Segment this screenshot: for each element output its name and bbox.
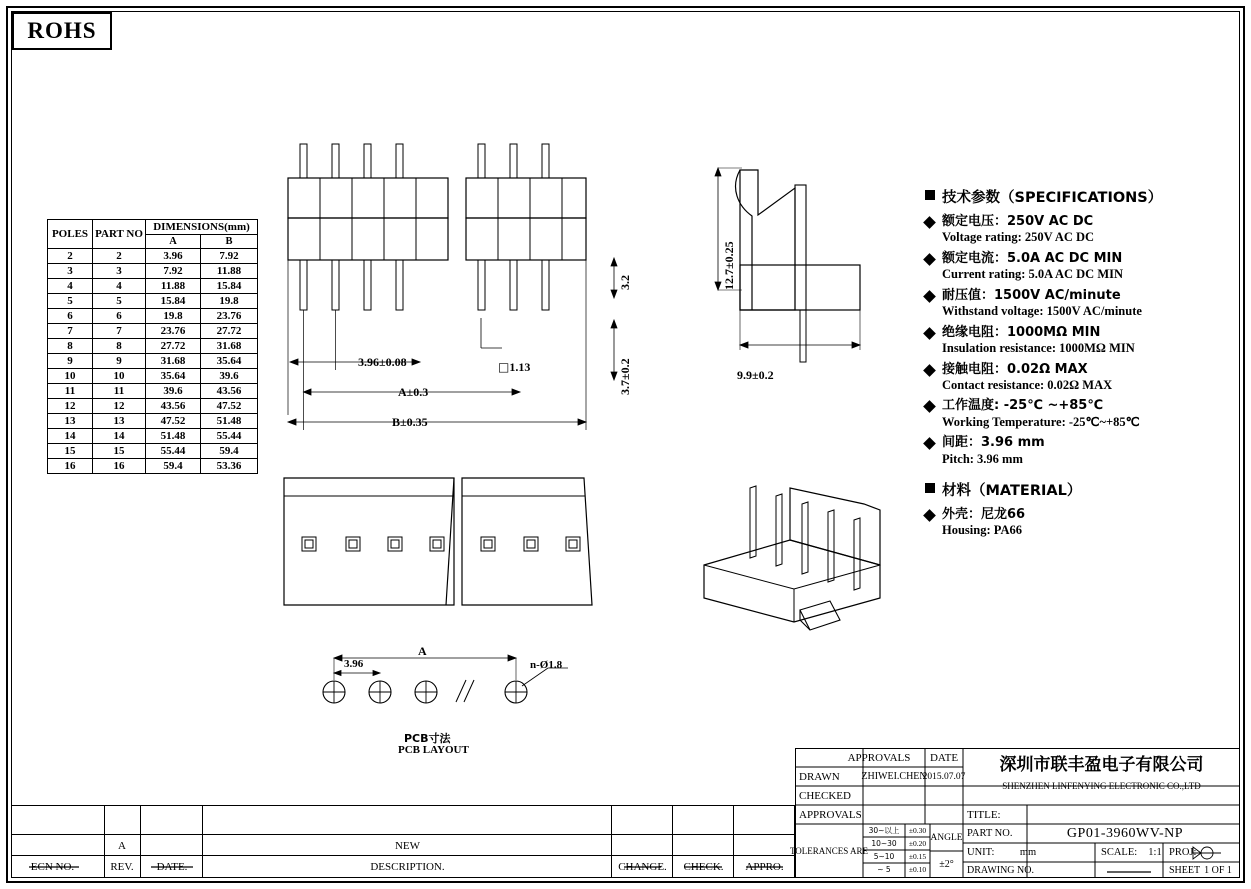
- cell-a: 15.84: [146, 294, 201, 309]
- specifications-block: [925, 186, 1225, 544]
- isometric-view-drawing: [690, 470, 905, 660]
- table-row: [48, 339, 258, 354]
- cell-b: 47.52: [201, 399, 258, 414]
- cell-poles: 4: [48, 279, 93, 294]
- cell-part-no: 5: [93, 294, 146, 309]
- square-bullet-icon: [925, 190, 935, 200]
- tolerance-range: 5~10: [873, 852, 895, 861]
- spec-item-en: Current rating: 5.0A AC DC MIN: [942, 267, 1124, 282]
- table-row: [48, 279, 258, 294]
- spec-item-cn: 绝缘电阻：1000MΩ MIN: [942, 324, 1101, 340]
- drawing-no-label: DRAWING NO.: [967, 864, 1034, 876]
- cell-a: 23.76: [146, 324, 201, 339]
- label-height-3-2: 3.2: [618, 275, 632, 290]
- spec-item: [925, 362, 1225, 394]
- cell-b: 35.64: [201, 354, 258, 369]
- cell-part-no: 11: [93, 384, 146, 399]
- cell-a: 3.96: [146, 249, 201, 264]
- diamond-bullet-icon: [923, 290, 936, 303]
- specifications-title-en: （SPECIFICATIONS）: [1000, 190, 1163, 206]
- angle-label: ANGLE: [930, 832, 963, 843]
- table-row: [48, 294, 258, 309]
- cell-b: 51.48: [201, 414, 258, 429]
- label-pcb-hole: n-Ø1.8: [530, 659, 563, 671]
- table-row: [48, 399, 258, 414]
- cell-b: 7.92: [201, 249, 258, 264]
- material-title: [925, 479, 1225, 500]
- table-row: [48, 384, 258, 399]
- date-header-rev: DATE.: [156, 861, 188, 873]
- cell-a: 31.68: [146, 354, 201, 369]
- approvals-header: APPROVALS: [847, 751, 911, 764]
- spec-item-en: Contact resistance: 0.02Ω MAX: [942, 377, 1113, 392]
- label-pcb-pitch: 3.96: [344, 658, 364, 670]
- cell-a: 55.44: [146, 444, 201, 459]
- table-row: [48, 414, 258, 429]
- cell-poles: 13: [48, 414, 93, 429]
- cell-b: 43.56: [201, 384, 258, 399]
- table-row: [48, 459, 258, 474]
- cell-part-no: 9: [93, 354, 146, 369]
- label-pcb-caption-cn: PCB寸法: [404, 732, 451, 745]
- specifications-title-cn: 技术参数: [942, 190, 1000, 206]
- label-pitch-tolerance: 3.96±0.08: [358, 355, 407, 369]
- cell-poles: 6: [48, 309, 93, 324]
- rev-header: REV.: [110, 861, 134, 873]
- cell-b: 59.4: [201, 444, 258, 459]
- spec-item: [925, 251, 1225, 283]
- cell-b: 15.84: [201, 279, 258, 294]
- label-pin-square-value: 1.13: [509, 360, 531, 374]
- cell-poles: 2: [48, 249, 93, 264]
- title-label: TITLE:: [967, 808, 1001, 821]
- dimensions-table: [47, 219, 258, 474]
- label-height-3-7: 3.7±0.2: [618, 358, 632, 395]
- description-header: DESCRIPTION.: [370, 861, 445, 873]
- unit-value: mm: [1019, 847, 1037, 858]
- scale-value: 1:1: [1148, 847, 1162, 858]
- check-header: CHECK.: [683, 861, 724, 873]
- table-row: [48, 369, 258, 384]
- sheet-value: 1 OF 1: [1204, 864, 1232, 876]
- table-row: [48, 249, 258, 264]
- cell-part-no: 10: [93, 369, 146, 384]
- material-title-cn: 材料: [942, 483, 971, 500]
- square-bullet-icon-2: [925, 483, 935, 493]
- cell-part-no: 3: [93, 264, 146, 279]
- spec-item-en: Withstand voltage: 1500V AC/minute: [942, 304, 1142, 318]
- spec-item: [925, 214, 1225, 246]
- header-poles: POLES: [48, 220, 93, 249]
- cell-a: 51.48: [146, 429, 201, 444]
- rohs-badge: ROHS: [12, 12, 112, 50]
- spec-item-en: Working Temperature: -25℃~+85℃: [942, 414, 1140, 429]
- spec-item-cn: 额定电流：5.0A AC DC MIN: [942, 250, 1123, 266]
- diamond-bullet-icon: [923, 509, 936, 522]
- label-side-width: 9.9±0.2: [737, 368, 774, 382]
- appro-header: APPRO.: [745, 861, 784, 873]
- material-item-cn: 外壳：尼龙66: [942, 507, 1026, 523]
- cell-poles: 16: [48, 459, 93, 474]
- spec-item-en: Pitch: 3.96 mm: [942, 451, 1023, 466]
- material-title-en: （MATERIAL）: [971, 483, 1082, 500]
- cell-poles: 11: [48, 384, 93, 399]
- material-item: [925, 507, 1225, 539]
- part-no-value: GP01-3960WV-NP: [1066, 825, 1184, 841]
- cell-part-no: 15: [93, 444, 146, 459]
- cell-poles: 5: [48, 294, 93, 309]
- cell-b: 39.6: [201, 369, 258, 384]
- cell-part-no: 4: [93, 279, 146, 294]
- cell-a: 7.92: [146, 264, 201, 279]
- company-name-cn: 深圳市联丰盈电子有限公司: [999, 754, 1204, 775]
- diamond-bullet-icon: [923, 364, 936, 377]
- cell-b: 19.8: [201, 294, 258, 309]
- table-row: [48, 324, 258, 339]
- drawn-name: ZHIWEI.CHEN: [861, 771, 927, 782]
- front-view-drawing: [270, 130, 610, 450]
- label-pin-square: □1.13: [498, 360, 531, 374]
- tolerance-value: ±0.10: [908, 865, 927, 874]
- cell-poles: 7: [48, 324, 93, 339]
- checked-label: CHECKED: [799, 789, 851, 802]
- cell-b: 53.36: [201, 459, 258, 474]
- table-row: [48, 354, 258, 369]
- proj-label: PROJ:: [1169, 847, 1197, 858]
- header-dimensions: DIMENSIONS(mm): [146, 220, 258, 235]
- approvals-row-label: APPROVALS: [799, 808, 862, 821]
- pcb-layout-drawing: [300, 640, 600, 720]
- cell-b: 31.68: [201, 339, 258, 354]
- cell-part-no: 8: [93, 339, 146, 354]
- cell-poles: 10: [48, 369, 93, 384]
- scale-label: SCALE:: [1101, 847, 1138, 858]
- date-header: DATE: [929, 751, 959, 764]
- spec-item-en: Voltage rating: 250V AC DC: [942, 230, 1095, 245]
- cell-poles: 8: [48, 339, 93, 354]
- cell-b: 55.44: [201, 429, 258, 444]
- cell-poles: 12: [48, 399, 93, 414]
- revision-row-rev: A: [118, 839, 126, 852]
- table-row: [48, 429, 258, 444]
- part-no-label: PART NO.: [967, 828, 1013, 839]
- cell-a: 43.56: [146, 399, 201, 414]
- unit-label: UNIT:: [967, 847, 995, 858]
- table-header-row: [48, 220, 258, 235]
- label-b-tolerance: B±0.35: [392, 415, 428, 429]
- spec-item-cn: 间距：3.96 mm: [942, 435, 1045, 451]
- cell-poles: 14: [48, 429, 93, 444]
- tolerance-value: ±0.20: [908, 839, 927, 848]
- spec-item: [925, 398, 1225, 430]
- cell-a: 19.8: [146, 309, 201, 324]
- cell-a: 59.4: [146, 459, 201, 474]
- cell-part-no: 12: [93, 399, 146, 414]
- label-side-height: 12.7±0.25: [722, 241, 736, 290]
- angle-value: ±2°: [939, 859, 954, 870]
- diamond-bullet-icon: [923, 253, 936, 266]
- spec-item: [925, 435, 1225, 467]
- label-a-tolerance: A±0.3: [398, 385, 429, 399]
- table-row: [48, 444, 258, 459]
- cell-a: 11.88: [146, 279, 201, 294]
- cell-b: 27.72: [201, 324, 258, 339]
- cell-b: 23.76: [201, 309, 258, 324]
- cell-poles: 9: [48, 354, 93, 369]
- tolerance-range: 10~30: [871, 839, 897, 848]
- material-item-en: Housing: PA66: [942, 523, 1022, 538]
- tolerance-range: 30~以上: [868, 826, 900, 835]
- label-pcb-caption-en: PCB LAYOUT: [398, 744, 469, 756]
- cell-a: 47.52: [146, 414, 201, 429]
- diamond-bullet-icon: [923, 327, 936, 340]
- revision-row-description: NEW: [394, 839, 421, 852]
- cell-a: 27.72: [146, 339, 201, 354]
- label-pcb-a: A: [418, 644, 427, 658]
- cell-part-no: 14: [93, 429, 146, 444]
- cell-part-no: 2: [93, 249, 146, 264]
- bottom-view-drawing: [276, 470, 606, 615]
- spec-item-en: Insulation resistance: 1000MΩ MIN: [942, 340, 1135, 355]
- change-header: CHANGE.: [618, 861, 667, 873]
- cell-part-no: 6: [93, 309, 146, 324]
- spec-item-cn: 额定电压：250V AC DC: [942, 214, 1094, 229]
- drawn-date: 2015.07.07: [922, 771, 966, 782]
- sheet-label: SHEET: [1169, 864, 1201, 876]
- table-row: [48, 309, 258, 324]
- spec-item: [925, 325, 1225, 357]
- cell-part-no: 7: [93, 324, 146, 339]
- tolerance-range: ~ 5: [877, 865, 891, 874]
- company-name-en: SHENZHEN LINFENYING ELECTRONIC CO.,LTD: [1002, 780, 1201, 791]
- diamond-bullet-icon: [923, 401, 936, 414]
- diamond-bullet-icon: [923, 437, 936, 450]
- spec-item-cn: 工作温度: -25℃ ~+85℃: [942, 398, 1104, 414]
- cell-b: 11.88: [201, 264, 258, 279]
- spec-item: [925, 288, 1225, 320]
- spec-item-cn: 接触电阻：0.02Ω MAX: [942, 361, 1088, 377]
- drawn-label: DRAWN: [799, 770, 840, 783]
- specifications-title: [925, 186, 1225, 207]
- cell-poles: 15: [48, 444, 93, 459]
- tolerances-label: TOLERANCES ARE: [789, 846, 869, 856]
- spec-item-cn: 耐压值：1500V AC/minute: [942, 287, 1121, 303]
- diamond-bullet-icon: [923, 216, 936, 229]
- cell-poles: 3: [48, 264, 93, 279]
- header-part-no: PART NO: [93, 220, 146, 249]
- tolerance-value: ±0.15: [908, 852, 927, 861]
- tolerance-value: ±0.30: [908, 826, 927, 835]
- table-row: [48, 264, 258, 279]
- cell-part-no: 16: [93, 459, 146, 474]
- header-b: B: [201, 235, 258, 249]
- ecn-no-header: ECN NO.: [30, 861, 75, 873]
- cell-a: 39.6: [146, 384, 201, 399]
- header-a: A: [146, 235, 201, 249]
- cell-part-no: 13: [93, 414, 146, 429]
- cell-a: 35.64: [146, 369, 201, 384]
